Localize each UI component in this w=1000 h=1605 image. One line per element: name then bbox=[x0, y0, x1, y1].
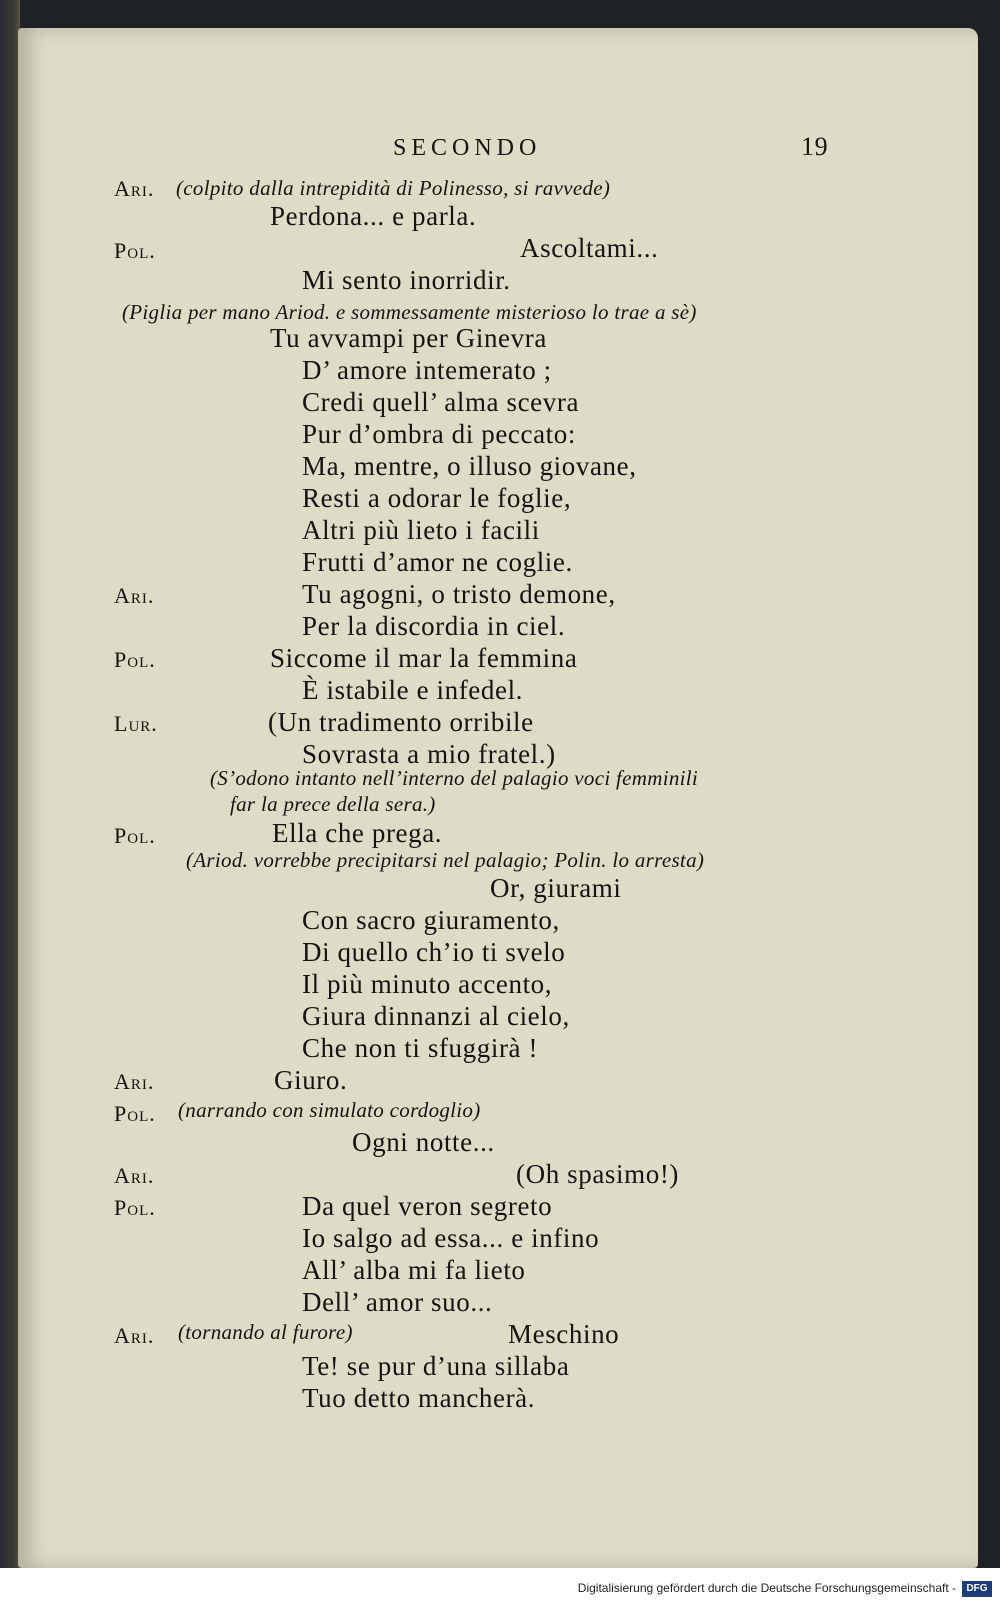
verse-line: Il più minuto accento, bbox=[302, 969, 553, 999]
speaker-label: Lur. bbox=[114, 711, 158, 736]
page-number: 19 bbox=[801, 132, 829, 161]
verse-line: Altri più lieto i facili bbox=[302, 515, 540, 545]
funding-credit: Digitalisierung gefördert durch die Deutsche Forschungsgemeinschaft - bbox=[577, 1581, 956, 1595]
verse-line: Da quel veron segreto bbox=[302, 1191, 553, 1221]
speaker-label: Pol. bbox=[114, 823, 156, 848]
verse-line: Perdona... e parla. bbox=[270, 201, 477, 231]
stage-direction: (Ariod. vorrebbe precipitarsi nel palagio; Polin. lo arresta) bbox=[186, 848, 705, 872]
verse-line: Ella che prega. bbox=[272, 818, 443, 848]
verse-line: (Oh spasimo!) bbox=[516, 1159, 680, 1189]
verse-line: Tuo detto mancherà. bbox=[302, 1383, 536, 1413]
verse-line: (Un tradimento orribile bbox=[268, 707, 534, 737]
stage-direction: (narrando con simulato cordoglio) bbox=[178, 1098, 481, 1122]
speaker-label: Pol. bbox=[114, 1101, 156, 1126]
stage-direction: far la prece della sera.) bbox=[230, 792, 436, 816]
verse-line: Di quello ch’io ti svelo bbox=[302, 937, 566, 967]
verse-line: All’ alba mi fa lieto bbox=[302, 1255, 526, 1285]
verse-line: Or, giurami bbox=[490, 873, 622, 903]
book-page bbox=[18, 28, 978, 1568]
speaker-label: Ari. bbox=[114, 1069, 155, 1094]
verse-line: Ma, mentre, o illuso giovane, bbox=[302, 451, 637, 481]
verse-line: Resti a odorar le foglie, bbox=[302, 483, 572, 513]
verse-line: Ascoltami... bbox=[520, 233, 659, 263]
speaker-label: Ari. bbox=[114, 176, 155, 201]
stage-direction: (S’odono intanto nell’interno del palagio voci femminili bbox=[210, 766, 699, 790]
verse-line: Tu agogni, o tristo demone, bbox=[302, 579, 616, 609]
verse-line: Frutti d’amor ne coglie. bbox=[302, 547, 573, 577]
verse-line: Ogni notte... bbox=[352, 1127, 495, 1157]
stage-direction: (Piglia per mano Ariod. e sommessamente misterioso lo trae a sè) bbox=[122, 300, 697, 324]
verse-line: Io salgo ad essa... e infino bbox=[302, 1223, 600, 1253]
verse-line: Mi sento inorridir. bbox=[302, 265, 511, 295]
verse-line: È istabile e infedel. bbox=[302, 675, 524, 705]
verse-line: Pur d’ombra di peccato: bbox=[302, 419, 576, 449]
verse-line: Che non ti sfuggirà ! bbox=[302, 1033, 539, 1063]
speaker-label: Ari. bbox=[114, 1323, 155, 1348]
verse-line: Te! se pur d’una sillaba bbox=[302, 1351, 570, 1381]
dfg-logo: DFG bbox=[962, 1581, 992, 1597]
verse-line: Sovrasta a mio fratel.) bbox=[302, 739, 556, 769]
verse-line: Per la discordia in ciel. bbox=[302, 611, 566, 641]
speaker-label: Ari. bbox=[114, 1163, 155, 1188]
speaker-label: Pol. bbox=[114, 1195, 156, 1220]
verse-line: Meschino bbox=[508, 1319, 620, 1349]
speaker-label: Pol. bbox=[114, 647, 156, 672]
footer-bar bbox=[0, 1568, 1000, 1605]
verse-line: D’ amore intemerato ; bbox=[302, 355, 552, 385]
stage-direction: (tornando al furore) bbox=[178, 1320, 353, 1344]
verse-line: Con sacro giuramento, bbox=[302, 905, 560, 935]
running-head: SECONDO bbox=[393, 135, 542, 161]
stage-direction: (colpito dalla intrepidità di Polinesso, si ravvede) bbox=[176, 176, 611, 200]
verse-line: Giura dinnanzi al cielo, bbox=[302, 1001, 570, 1031]
speaker-label: Pol. bbox=[114, 238, 156, 263]
verse-line: Siccome il mar la femmina bbox=[270, 643, 578, 673]
verse-line: Credi quell’ alma scevra bbox=[302, 387, 580, 417]
verse-line: Tu avvampi per Ginevra bbox=[270, 323, 547, 353]
verse-line: Dell’ amor suo... bbox=[302, 1287, 493, 1317]
speaker-label: Ari. bbox=[114, 583, 155, 608]
verse-line: Giuro. bbox=[274, 1065, 348, 1095]
book-spine bbox=[0, 0, 20, 1605]
